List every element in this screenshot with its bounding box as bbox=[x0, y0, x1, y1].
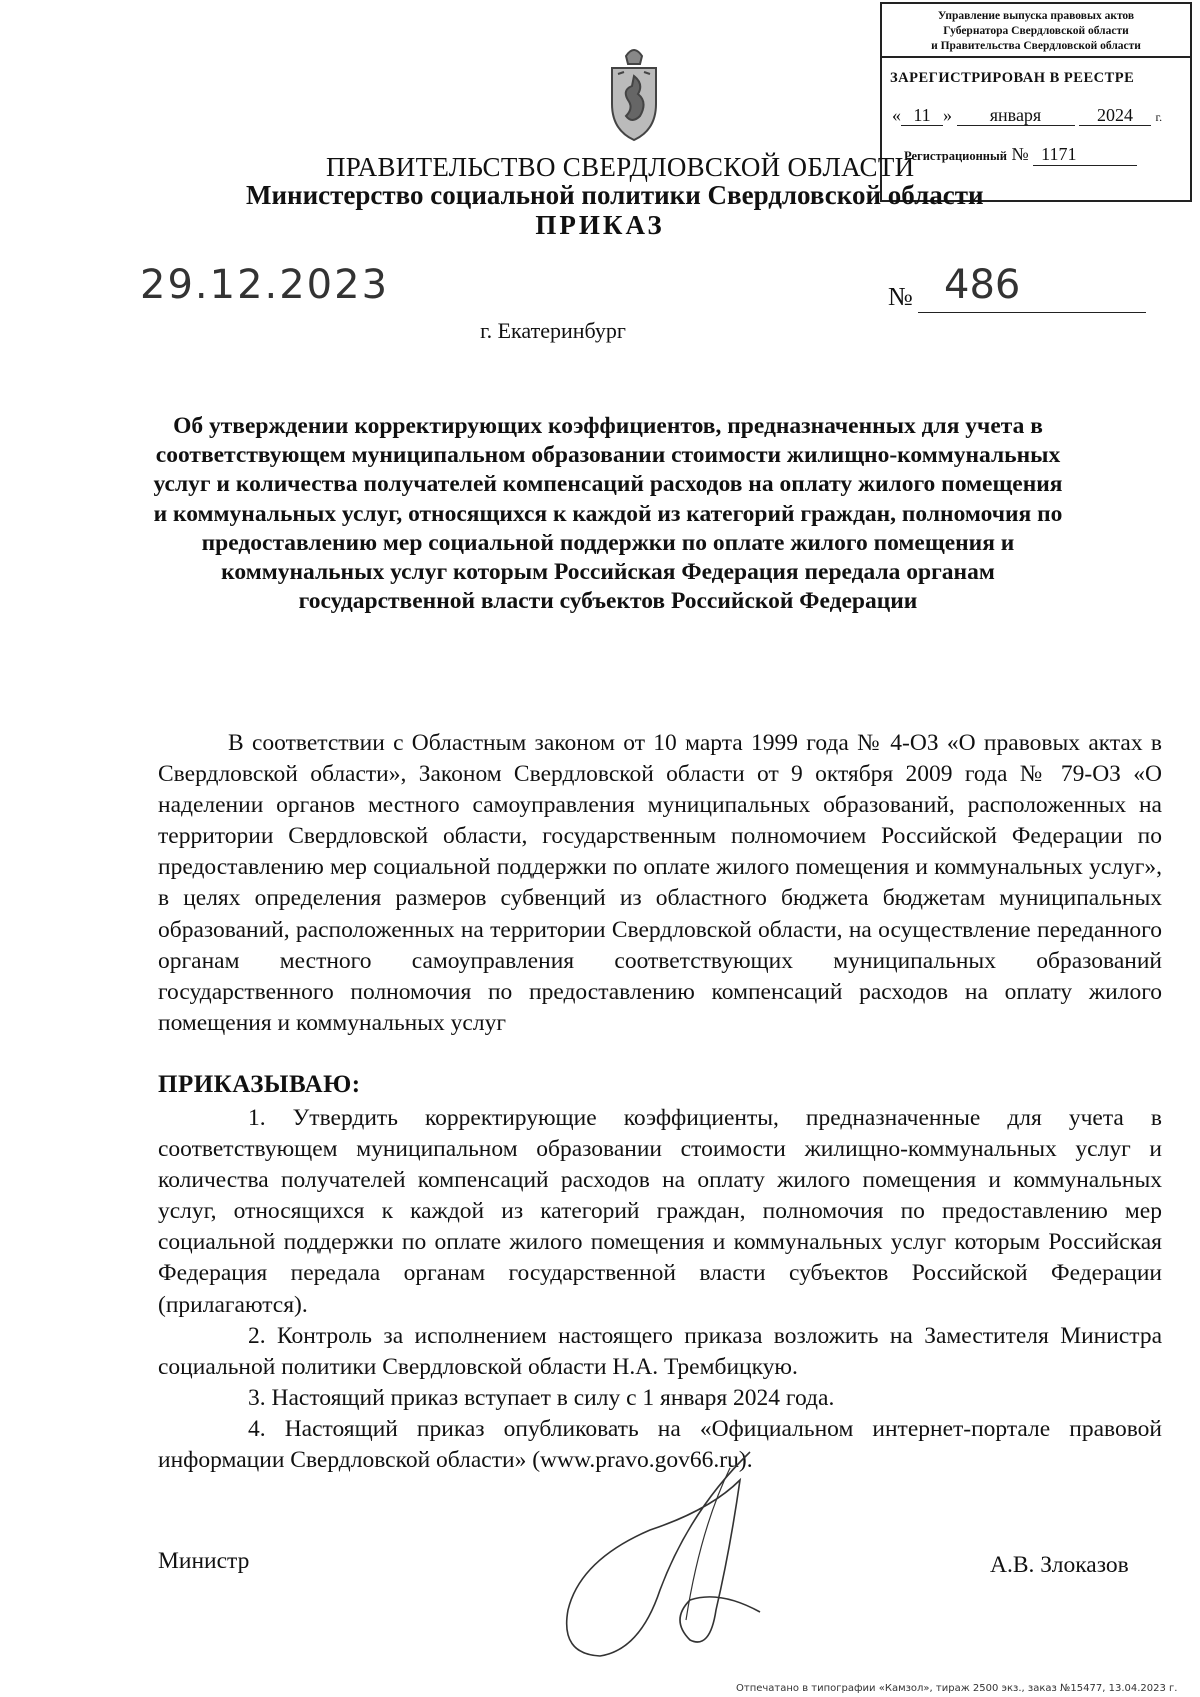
stamp-year: 2024 bbox=[1079, 105, 1151, 126]
city-name: г. Екатеринбург bbox=[480, 318, 626, 343]
signer-position: Министр bbox=[158, 1548, 250, 1574]
ministry-name: Министерство социальной политики Свердловской области bbox=[246, 180, 984, 210]
order-date: 29.12.2023 bbox=[140, 262, 390, 308]
registration-stamp bbox=[880, 2, 1192, 202]
signer-name: А.В. Злоказов bbox=[990, 1552, 1129, 1578]
order-number: 486 bbox=[944, 262, 1021, 308]
printing-note: Отпечатано в типографии «Камзол», тираж 2500 экз., заказ №15477, 13.04.2023 г. bbox=[736, 1683, 1178, 1694]
order-item-3: 3. Настоящий приказ вступает в силу с 1 января 2024 года. bbox=[248, 1384, 835, 1411]
stamp-num-sign: № bbox=[1011, 144, 1029, 164]
stamp-line-2: Губернатора Свердловской области bbox=[943, 25, 1129, 37]
stamp-day: 11 bbox=[901, 105, 943, 126]
government-name: ПРАВИТЕЛЬСТВО СВЕРДЛОВСКОЙ ОБЛАСТИ bbox=[326, 152, 915, 182]
order-item-2: 2. Контроль за исполнением настоящего приказа возложить на Заместителя Министра социальной политики Свердловской области Н.А. Трембицкую. bbox=[158, 1322, 1162, 1380]
stamp-reg-number: 1171 bbox=[1033, 144, 1137, 166]
handwritten-signature bbox=[540, 1440, 810, 1670]
stamp-year-suffix: г. bbox=[1155, 110, 1163, 124]
stamp-number-row bbox=[904, 144, 1190, 166]
order-number-label: № bbox=[888, 282, 913, 311]
order-item-1: 1. Утвердить корректирующие коэффициенты, предназначенные для учета в соответствующем муниципальном образовании стоимости жилищно-коммунальных услуг и количества получателей компенсаций расходов на оплату жилого помещения и коммунальных услуг, относящихся к каждой из категорий граждан, полномочия по предоставлению мер социальной поддержки по оплате жилого помещения и коммунальных услуг которым Российская Федерация передала органам государственной власти субъектов Российской Федерации (прилагаются). bbox=[158, 1105, 1162, 1318]
stamp-reg-label: Регистрационный bbox=[904, 149, 1007, 163]
preamble: В соответствии с Областным законом от 10 марта 1999 года № 4-ОЗ «О правовых актах в Свердловской области», Законом Свердловской области от 9 октября 2009 года № 79-ОЗ «О наделении органов местного самоуправления муниципальных образований, расположенных на территории Свердловской области, государственным полномочием Российской Федерации по предоставлению мер социальной поддержки по оплате жилого помещения и коммунальных услуг», в целях определения размеров субвенций из областного бюджета бюджетам муниципальных образований, расположенных на территории Свердловской области, на осуществление переданного органам местного самоуправления соответствующих муниципальных образований государственного полномочия по предоставлению компенсаций расходов на оплату жилого помещения и коммунальных услуг bbox=[158, 730, 1162, 1036]
doc-type: ПРИКАЗ bbox=[535, 210, 665, 240]
stamp-registered-label: ЗАРЕГИСТРИРОВАН В РЕЕСТРЕ bbox=[890, 70, 1135, 86]
stamp-date bbox=[892, 105, 1190, 126]
stamp-month: января bbox=[957, 105, 1075, 126]
stamp-header bbox=[882, 4, 1190, 58]
coat-of-arms-icon bbox=[604, 42, 664, 142]
stamp-line-1: Управление выпуска правовых актов bbox=[937, 10, 1135, 22]
order-item-4: 4. Настоящий приказ опубликовать на «Официальном интернет-портале правовой информации Свердловской области» (www.pravo.gov66.ru). bbox=[158, 1415, 1162, 1474]
stamp-line-3: и Правительства Свердловской области bbox=[931, 40, 1141, 52]
document-title: Об утверждении корректирующих коэффициентов, предназначенных для учета в соответствующем муниципальном образовании стоимости жилищно-коммунальных услуг и количества получателей компенсаций расходов на оплату жилого помещения и коммунальных услуг, относящихся к каждой из категорий граждан, полномочия по предоставлению мер социальной поддержки по оплате жилого помещения и коммунальных услуг которым Российская Федерация передала органам государственной власти субъектов Российской Федерации bbox=[153, 413, 1063, 615]
order-items bbox=[158, 1103, 1162, 1476]
stamp-close-quote: » bbox=[943, 105, 952, 125]
order-number-line bbox=[918, 312, 1146, 313]
stamp-open-quote: « bbox=[892, 105, 901, 125]
order-word: ПРИКАЗЫВАЮ: bbox=[158, 1071, 361, 1098]
city bbox=[0, 318, 1200, 344]
